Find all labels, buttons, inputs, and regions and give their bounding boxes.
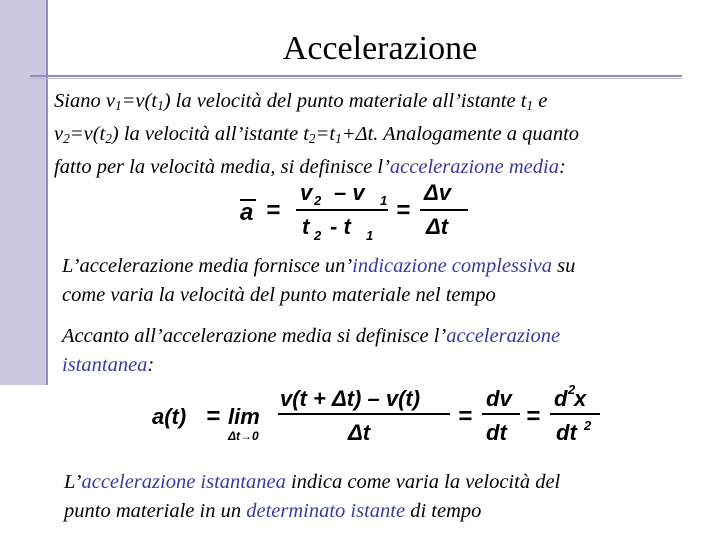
para4-line2: punto materiale in un determinato istante di tempo xyxy=(64,500,482,522)
para3-line1: Accanto all’accelerazione media si definisce l’accelerazione xyxy=(62,325,561,347)
para1-line3: fatto per la velocità media, si definisce l’accelerazione media: xyxy=(54,156,566,178)
formula2-num2: dv xyxy=(486,386,512,411)
title-divider xyxy=(30,75,682,77)
highlight-determinato-istante: determinato istante xyxy=(246,500,406,522)
highlight-accelerazione-media: accelerazione media xyxy=(389,156,559,178)
formula1-den2: Δt xyxy=(426,214,449,239)
formula1-den-t1-sub: 1 xyxy=(366,228,374,243)
paragraph-instantaneous-meaning xyxy=(64,468,714,526)
formula2-lhs: a(t) xyxy=(152,404,187,429)
highlight-accelerazione-istantanea: accelerazione istantanea xyxy=(81,471,286,493)
highlight-accelerazione: accelerazione xyxy=(446,325,561,347)
para3-line2: istantanea: xyxy=(62,354,155,376)
paragraph-velocity-definitions xyxy=(54,87,704,182)
formula1-eq2: = xyxy=(396,197,411,224)
formula2-den3: dt xyxy=(556,420,577,445)
formula2-num3-d: d xyxy=(554,386,568,411)
formula1-num2: Δv xyxy=(424,180,452,205)
formula2-lim: lim xyxy=(228,404,260,429)
formula1-num-minus: – v xyxy=(334,180,365,205)
para1-line2: $v_2=v(t_2)$ la velocità all’istante $t_2=t_1+\Delta t$. Analogamente a quanto xyxy=(54,123,580,146)
formula1-den-minus: - t xyxy=(330,214,351,239)
formula1-num-v2-sub: 2 xyxy=(314,193,322,208)
formula2-den: Δt xyxy=(348,420,371,445)
formula2-eq1: = xyxy=(206,403,221,430)
formula1-den-t2-sub: 2 xyxy=(314,228,322,243)
formula-average-acceleration-svg xyxy=(230,178,480,248)
formula-instantaneous-acceleration-svg xyxy=(148,380,618,450)
para2-line2: come varia la velocità del punto materiale nel tempo xyxy=(62,284,496,306)
formula2-den2: dt xyxy=(486,420,507,445)
formula-instantaneous-acceleration xyxy=(148,380,618,450)
highlight-istantanea: istantanea xyxy=(62,354,148,376)
formula2-lim-sub: Δt→0 xyxy=(228,429,259,443)
paragraph-average-meaning xyxy=(62,252,712,310)
formula-average-acceleration xyxy=(230,178,480,248)
formula1-den-t2: t xyxy=(302,214,310,239)
formula2-num: v(t + Δt) – v(t) xyxy=(280,386,421,411)
formula2-num3-sup: 2 xyxy=(568,382,576,397)
slide-title: Accelerazione xyxy=(282,30,478,67)
formula1-num-v2: v xyxy=(300,180,313,205)
para4-line1: L’accelerazione istantanea indica come varia la velocità del xyxy=(64,471,561,493)
paragraph-instantaneous-intro xyxy=(62,322,712,380)
formula2-num3-x: x xyxy=(574,386,587,411)
formula2-eq2: = xyxy=(458,403,473,430)
formula1-num-v1-sub: 1 xyxy=(380,193,388,208)
formula1-lhs: a xyxy=(240,199,254,226)
para1-line1: Siano $v_1=v(t_1)$ la velocità del punto materiale all’istante $t_1$ e xyxy=(54,90,548,113)
para2-line1: L’accelerazione media fornisce un’indicazione complessiva su xyxy=(62,255,576,277)
formula2-den3-sup: 2 xyxy=(584,418,592,433)
highlight-indicazione-complessiva: indicazione complessiva xyxy=(352,255,552,277)
title-divider-shadow xyxy=(30,78,682,79)
formula2-eq3: = xyxy=(526,403,541,430)
formula1-eq1: = xyxy=(266,197,281,224)
